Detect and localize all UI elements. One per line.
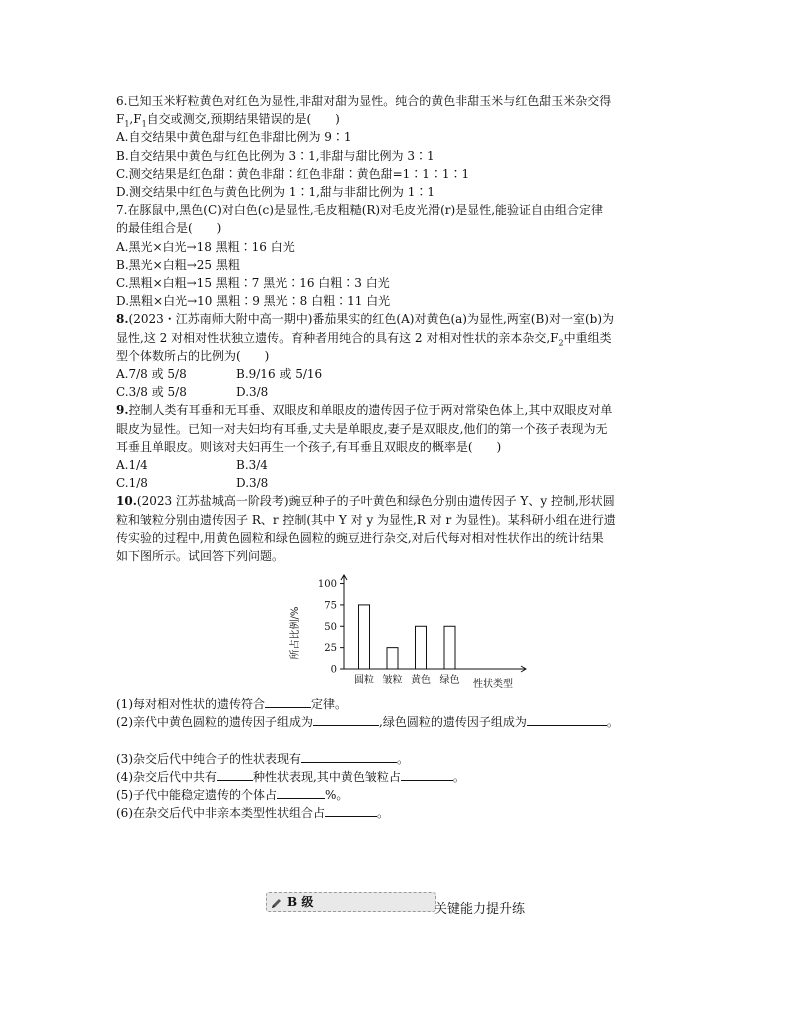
q9-options-row1 [116, 456, 676, 474]
q10-stem-line1 [116, 492, 676, 510]
q8-option-c: C.3/8 或 5/8 [116, 385, 187, 400]
q10-sub-1-blank[interactable] [265, 695, 311, 708]
question-9 [116, 401, 676, 492]
q7-option-d: D.黑粗×白光→10 黑粗∶9 黑光∶8 白粗∶11 白光 [116, 294, 391, 309]
question-8 [116, 310, 676, 401]
q10-sub-5-blank[interactable] [277, 786, 325, 799]
q10-sub-3 [116, 750, 676, 768]
q8-options-row2 [116, 383, 676, 401]
q6-stem-line1: 6.已知玉米籽粒黄色对红色为显性,非甜对甜为显性。纯合的黄色非甜玉米与红色甜玉米杂交得 [116, 94, 612, 108]
q8-number: 8. [116, 312, 129, 327]
q9-option-d: D.3/8 [236, 476, 269, 491]
q9-stem-line2: 眼皮为显性。已知一对夫妇均有耳垂,丈夫是单眼皮,妻子是双眼皮,他们的第一个孩子表现为无 [116, 421, 608, 436]
chart-labels [354, 673, 460, 686]
q10-stem-line4: 如下图所示。试回答下列问题。 [116, 549, 285, 564]
q10-sub-2-mid: ,绿色圆粒的遗传因子组成为 [379, 715, 527, 730]
q9-stem-text1: 控制人类有耳垂和无耳垂、双眼皮和单眼皮的遗传因子位于两对常染色体上,其中双眼皮对单 [128, 403, 613, 418]
question-6 [116, 92, 676, 201]
chart-ylabel: 所占比例/% [290, 606, 301, 660]
y-tick-label: 0 [330, 664, 337, 676]
q7-option-b: B.黑光×白粗→25 黑粗 [116, 257, 240, 272]
q10-sub-1 [116, 695, 676, 713]
q7-option-c: C.黑粗×白粗→15 黑粗∶7 黑光∶16 白粗∶3 白光 [116, 276, 390, 291]
q10-stem-line2: 粒和皱粒分别由遗传因子 R、r 控制(其中 Y 对 y 为显性,R 对 r 为显性)。某科研小组在进行遗 [116, 512, 616, 527]
q10-sub-5 [116, 786, 676, 804]
y-tick-label: 100 [317, 579, 337, 591]
section-note: 关键能力提升练 [434, 902, 526, 917]
q10-sub-6-post: 。 [377, 806, 390, 821]
q10-sub-5-post: %。 [325, 788, 349, 803]
section-level: B 级 [287, 895, 314, 909]
q9-option-c: C.1/8 [116, 476, 148, 491]
q7-stem-line1: 7.在豚鼠中,黑色(C)对白色(c)是显性,毛皮粗糙(R)对毛皮光滑(r)是显性,能验证自由组合定律 [116, 203, 604, 218]
category-label: 圆粒 [354, 675, 374, 687]
q8-stem-text1: (2023・江苏南师大附中高一期中)番茄果实的红色(A)对黄色(a)为显性,两室(B)对一室(b)为 [128, 312, 615, 327]
bar-1 [359, 605, 370, 669]
q8-option-d: D.3/8 [236, 385, 269, 400]
q10-stem-line3: 传实验的过程中,用黄色圆粒和绿色圆粒的豌豆进行杂交,对后代每对相对性状作出的统计结果 [116, 530, 604, 545]
q9-options-row2 [116, 474, 676, 492]
bar-3 [416, 627, 427, 670]
q10-sub-3-blank[interactable] [301, 750, 397, 763]
spacer [116, 732, 676, 750]
q6-option-c: C.测交结果是红色甜∶黄色非甜∶红色非甜∶黄色甜=1∶1∶1∶1 [116, 166, 470, 181]
q10-sub-3-post: 。 [397, 751, 410, 766]
q6-stem-subscript-2: 1 [141, 119, 147, 129]
question-10 [116, 492, 676, 822]
q10-sub-4-blank-2[interactable] [401, 768, 453, 781]
q10-sub-2 [116, 713, 676, 731]
q10-sub-5-text: (5)子代中能稳定遗传的个体占 [116, 788, 277, 803]
q6-option-a: A.自交结果中黄色甜与红色非甜比例为 9∶1 [116, 130, 352, 145]
question-7 [116, 201, 676, 310]
q10-sub-4-blank-1[interactable] [217, 768, 253, 781]
q10-sub-4-post: 。 [452, 769, 465, 784]
q8-stem-line2 [116, 329, 676, 347]
q10-sub-1-text: (1)每对相对性状的遗传符合 [116, 697, 265, 712]
q10-sub-4-text: (4)杂交后代中共有 [116, 769, 217, 784]
category-label: 皱粒 [382, 675, 403, 687]
q8-option-b: B.9/16 或 5/16 [236, 367, 323, 382]
q10-sub-6 [116, 804, 676, 822]
q8-stem-text2-post: 中重组类 [563, 330, 612, 345]
q10-stem-text1: (2023 江苏盐城高一阶段考)豌豆种子的子叶黄色和绿色分别由遗传因子 Y、y 控制,形状圆 [136, 494, 615, 509]
q7-stem-line2: 的最佳组合是( ) [116, 221, 222, 236]
q6-stem-line2 [116, 110, 676, 128]
q9-number: 9. [116, 403, 129, 418]
y-tick-label: 75 [324, 600, 337, 612]
q9-option-a: A.1/4 [116, 458, 148, 473]
q10-sub-6-text: (6)在杂交后代中非亲本类型性状组合占 [116, 806, 325, 821]
q9-option-b: B.3/4 [236, 458, 268, 473]
q6-option-d: D.测交结果中红色与黄色比例为 1∶1,甜与非甜比例为 1∶1 [116, 185, 435, 200]
bar-2 [387, 648, 398, 669]
chart-xlabel: 性状类型 [473, 679, 513, 691]
q10-sub-4 [116, 768, 676, 786]
pencil-icon [271, 896, 283, 914]
bar-4 [444, 627, 455, 670]
section-banner [266, 892, 436, 912]
q8-stem-line3: 型个体数所占的比例为( ) [116, 348, 270, 363]
q8-option-a: A.7/8 或 5/8 [116, 367, 187, 382]
bar-chart [286, 569, 536, 693]
category-label: 黄色 [411, 675, 431, 687]
q10-sub-1-post: 定律。 [311, 697, 348, 712]
q8-stem-subscript: 2 [558, 338, 564, 348]
y-tick-label: 25 [324, 643, 337, 655]
q10-number: 10. [116, 494, 137, 509]
q9-stem-line3: 耳垂且单眼皮。则该对夫妇再生一个孩子,有耳垂且双眼皮的概率是( ) [116, 439, 502, 454]
q10-sub-3-text: (3)杂交后代中纯合子的性状表现有 [116, 751, 301, 766]
q9-stem-line1 [116, 401, 676, 419]
chart-bars [359, 605, 456, 669]
q10-sub-2-blank-2[interactable] [527, 713, 607, 726]
y-tick-label: 50 [324, 622, 337, 634]
q7-option-a: A.黑光×白光→18 黑粗∶16 白光 [116, 239, 295, 254]
q10-sub-6-blank[interactable] [325, 804, 377, 817]
worksheet-page [116, 92, 676, 823]
q8-stem-text2: 显性,这 2 对相对性状独立遗传。育种者用纯合的具有这 2 对相对性状的亲本杂交,F [116, 330, 559, 345]
q6-option-b: B.自交结果中黄色与红色比例为 3∶1,非甜与甜比例为 3∶1 [116, 148, 435, 163]
q10-sub-4-mid: 种性状表现,其中黄色皱粒占 [253, 769, 401, 784]
q6-stem-post: 自交或测交,预期结果错误的是( ) [146, 112, 340, 127]
q6-stem-mid: ,F [129, 112, 142, 127]
q10-sub-2-blank-1[interactable] [313, 713, 379, 726]
q6-stem-pre: F [116, 112, 125, 127]
category-label: 绿色 [439, 675, 460, 687]
q8-stem-line1 [116, 310, 676, 328]
q10-sub-2-text: (2)亲代中黄色圆粒的遗传因子组成为 [116, 715, 313, 730]
chart-container [116, 569, 676, 693]
q10-sub-2-post: 。 [606, 715, 619, 730]
q6-stem-subscript-1: 1 [124, 119, 130, 129]
q8-options-row1 [116, 365, 676, 383]
